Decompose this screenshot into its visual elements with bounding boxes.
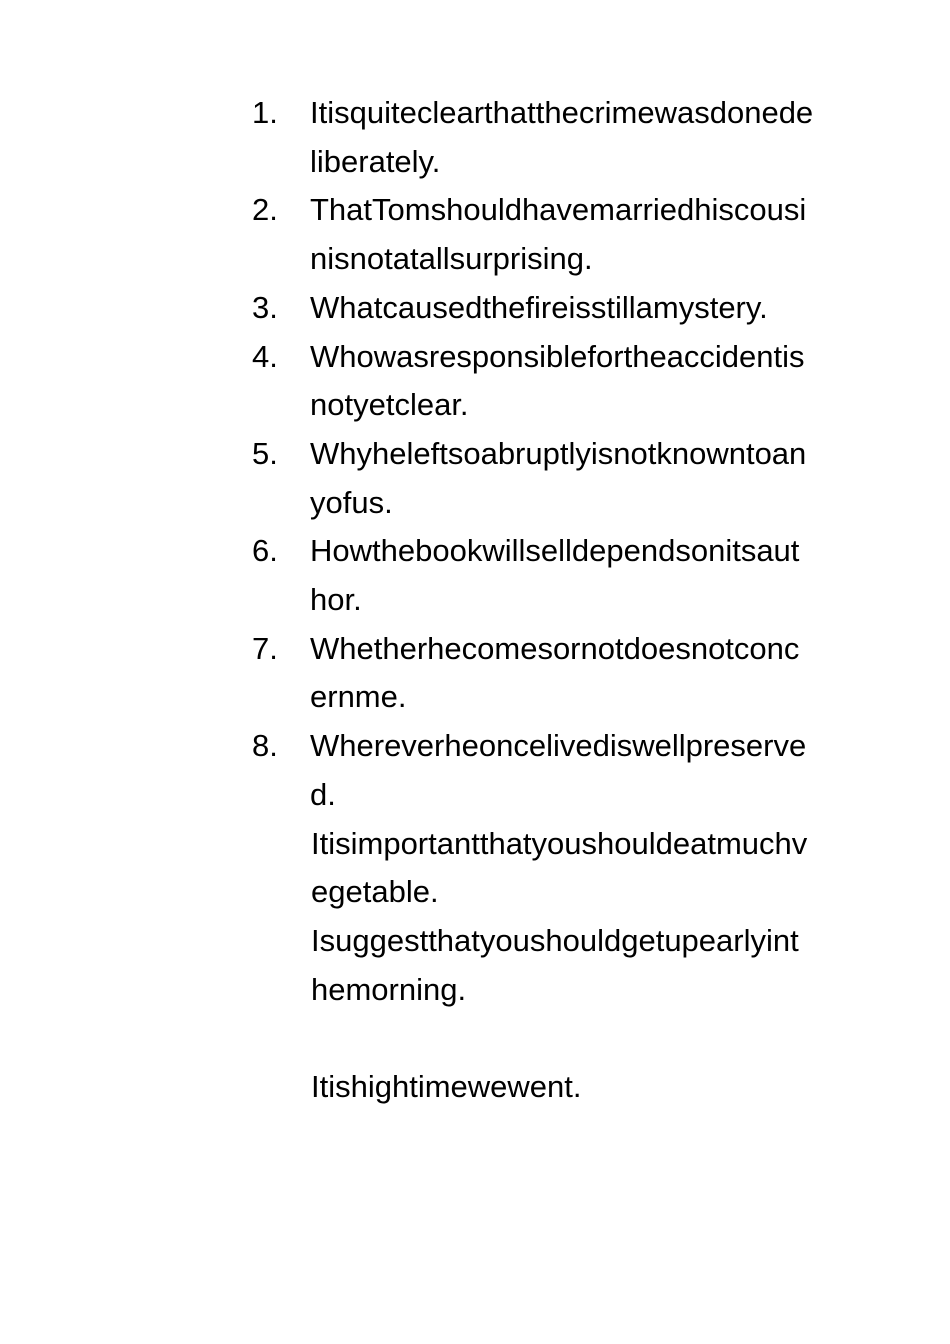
list-text: Itisquiteclearthatthecrimewasdonedeliberately.: [310, 95, 814, 179]
continuation-paragraphs: [311, 820, 815, 1112]
list-item-3: [252, 284, 842, 333]
list-number: 8.: [252, 728, 278, 764]
paragraph: Itishightimewewent.: [311, 1069, 582, 1105]
list-number: 4.: [252, 338, 278, 374]
list-number: 6.: [252, 533, 278, 569]
list-text: Whetherhecomesornotdoesnotconcernme.: [310, 630, 800, 715]
list-item-5: [252, 430, 842, 527]
list-number: 2.: [252, 192, 278, 228]
list-text: Whatcausedthefireisstillamystery.: [310, 289, 768, 325]
paragraph: Isuggestthatyoushouldgetupearlyinthemorning.: [311, 922, 799, 1007]
list-text: Whereverheoncelivediswellpreserved.: [310, 728, 807, 812]
numbered-list: [252, 89, 842, 820]
list-item-8: [252, 722, 842, 819]
list-number: 5.: [252, 435, 278, 471]
document-body: [252, 89, 842, 1112]
list-item-6: [252, 527, 842, 624]
list-item-2: [252, 186, 842, 283]
list-text: ThatTomshouldhavemarriedhiscousinisnotatallsurprising.: [310, 192, 807, 277]
list-item-7: [252, 625, 842, 722]
blank-line: [311, 1014, 815, 1063]
list-number: 1.: [252, 95, 278, 130]
list-number: 7.: [252, 630, 278, 666]
list-item-4: [252, 333, 842, 430]
list-text: Howthebookwillselldependsonitsauthor.: [310, 533, 800, 618]
list-text: Whyheleftsoabruptlyisnotknowntoanyofus.: [310, 435, 807, 520]
list-item-1: [252, 89, 842, 186]
list-text: Whowasresponsiblefortheaccidentisnotyetclear.: [310, 338, 805, 423]
list-number: 3.: [252, 289, 278, 325]
paragraph: Itisimportantthatyoushouldeatmuchvegetable.: [311, 825, 808, 910]
